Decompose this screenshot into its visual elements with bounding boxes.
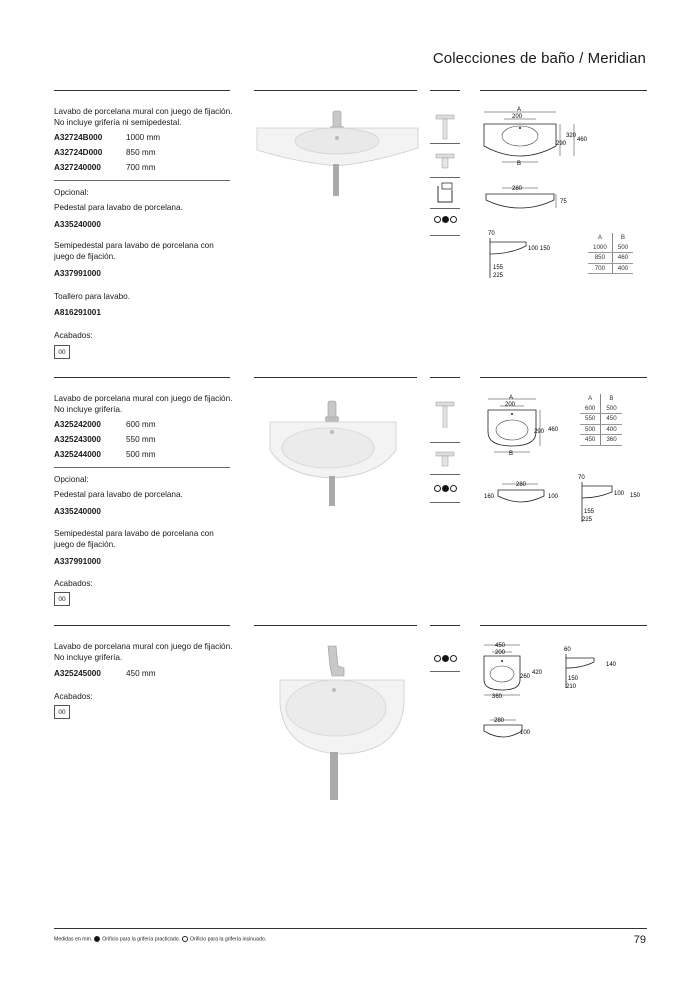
washbasin-photo <box>255 108 420 198</box>
dim-label: 70 <box>488 231 495 237</box>
top-view-drawing <box>480 392 570 462</box>
option-code: A337991000 <box>54 557 101 566</box>
side-view-drawing <box>560 642 632 692</box>
tap-hole-options <box>434 484 458 493</box>
product-size: 600 mm <box>126 420 156 429</box>
finishes-label: Acabados: <box>54 331 93 340</box>
divider <box>430 474 460 475</box>
code-row <box>54 669 156 678</box>
dim-label: 70 <box>578 475 585 481</box>
dim-label: 75 <box>560 199 567 205</box>
table-header: A <box>597 234 602 242</box>
dim-label: 100 <box>614 491 625 497</box>
table-header: B <box>612 233 633 243</box>
dimension-table <box>580 394 622 446</box>
table-cell: 450 <box>580 435 601 446</box>
product-description: Lavabo de porcelana mural con juego de fijación. No incluye grifería. <box>54 394 233 414</box>
top-view-drawing <box>480 104 600 172</box>
table-header: B <box>601 394 622 404</box>
product-description: Lavabo de porcelana mural con juego de fijación. No incluye grifería ni semipedestal. <box>54 107 233 127</box>
tap-hole-suggested-icon <box>434 655 441 662</box>
dim-label: 320 <box>566 133 577 139</box>
top-view-drawing <box>480 640 550 700</box>
section-rule <box>430 625 460 626</box>
section-rule <box>480 625 647 626</box>
table-row <box>588 263 633 274</box>
dim-label: 450 <box>495 643 506 649</box>
table-row <box>580 414 622 425</box>
option-text: Semipedestal para lavabo de porcelana con juego de fijación. <box>54 241 214 261</box>
section-rule <box>254 90 417 91</box>
dim-label: A <box>517 107 522 113</box>
tap-hole-drilled-icon <box>442 655 449 662</box>
dim-label: A <box>509 395 514 401</box>
dim-label: 200 <box>512 114 523 120</box>
tap-hole-suggested-icon <box>434 216 441 223</box>
divider <box>430 235 460 236</box>
towel-rail-icon <box>430 180 460 210</box>
front-view-drawing <box>480 713 550 743</box>
table-cell: 1000 <box>588 243 612 253</box>
divider <box>54 180 230 181</box>
dim-label: 150 <box>568 676 579 682</box>
dim-label: 100 <box>520 730 531 736</box>
dim-label: 200 <box>495 650 506 656</box>
option-text: Pedestal para lavabo de porcelana. <box>54 203 183 212</box>
dim-label: 150 <box>630 493 641 499</box>
dim-label: 280 <box>494 718 505 724</box>
product-size: 1000 mm <box>126 133 161 142</box>
table-cell: 500 <box>601 404 622 414</box>
table-cell: 400 <box>601 424 622 435</box>
option-text: Toallero para lavabo. <box>54 292 131 301</box>
dimension-table <box>588 233 633 274</box>
table-row <box>588 253 633 264</box>
divider <box>54 467 230 468</box>
product-size: 700 mm <box>126 163 156 172</box>
dim-label: 155 <box>493 265 504 271</box>
dim-label: 290 <box>534 429 545 435</box>
product-code: A325243000 <box>54 435 101 444</box>
code-row <box>54 435 156 444</box>
tap-hole-suggested-icon <box>450 216 457 223</box>
dim-label: B <box>509 451 514 457</box>
code-row <box>54 163 156 172</box>
section-rule <box>54 377 230 378</box>
divider <box>430 177 460 178</box>
tap-hole-drilled-icon <box>442 216 449 223</box>
tap-hole-suggested-icon <box>450 485 457 492</box>
washbasin-photo <box>268 398 398 508</box>
finishes-label: Acabados: <box>54 692 93 701</box>
dim-label: 100 <box>548 494 559 500</box>
dim-label: 225 <box>493 273 504 279</box>
option-code: A335240000 <box>54 220 101 229</box>
dim-label: 155 <box>584 509 595 515</box>
dim-label: B <box>517 161 522 167</box>
dim-label: 420 <box>532 670 543 676</box>
product-description: Lavabo de porcelana mural con juego de fijación. No incluye grifería. <box>54 642 233 662</box>
section-rule <box>54 90 230 91</box>
option-text: Pedestal para lavabo de porcelana. <box>54 490 183 499</box>
section-rule <box>254 377 417 378</box>
drilled-hole-icon <box>94 936 100 942</box>
tap-hole-options <box>434 654 458 663</box>
footer-note-drilled: Orificio para la grifería practicado. <box>102 936 181 943</box>
pedestal-thumbnail <box>430 398 460 428</box>
product-size: 450 mm <box>126 669 156 678</box>
semipedestal-thumbnail <box>430 446 460 476</box>
finish-swatch: 00 <box>54 705 70 719</box>
code-row <box>54 148 156 157</box>
table-row <box>588 243 633 253</box>
table-cell: 700 <box>588 263 612 274</box>
code-row <box>54 450 156 459</box>
section-rule <box>254 625 417 626</box>
dim-label: 225 <box>582 517 593 523</box>
table-header: A <box>588 395 593 403</box>
footer-rule <box>54 928 647 929</box>
option-text: Semipedestal para lavabo de porcelana con juego de fijación. <box>54 529 214 549</box>
section-rule <box>54 625 230 626</box>
page-title: Colecciones de baño / Meridian <box>432 50 646 67</box>
dim-label: 60 <box>564 647 571 653</box>
product-code: A325244000 <box>54 450 101 459</box>
dim-label: 280 <box>512 186 523 192</box>
code-row <box>54 420 156 429</box>
footer-note <box>54 936 266 942</box>
product-code: A32724D000 <box>54 148 103 157</box>
section-rule <box>430 377 460 378</box>
front-view-drawing <box>480 182 590 212</box>
dim-label: 160 <box>484 494 495 500</box>
code-row <box>54 133 160 142</box>
side-view-drawing <box>480 228 560 282</box>
dim-label: 140 <box>606 662 617 668</box>
dim-label: 280 <box>516 482 527 488</box>
table-row <box>580 404 622 414</box>
table-cell: 400 <box>612 263 633 274</box>
suggested-hole-icon <box>182 936 188 942</box>
product-code: A325245000 <box>54 669 101 678</box>
table-cell: 460 <box>612 253 633 264</box>
product-size: 850 mm <box>126 148 156 157</box>
table-cell: 500 <box>580 424 601 435</box>
divider <box>430 442 460 443</box>
divider <box>430 671 460 672</box>
dim-label: 150 <box>540 246 551 252</box>
footer-note-suggested: Orificio para la grifería insinuado. <box>190 936 267 943</box>
optional-label: Opcional: <box>54 475 89 484</box>
tap-hole-options <box>434 215 458 224</box>
front-view-drawing <box>480 476 570 512</box>
product-code: A327240000 <box>54 163 101 172</box>
footer-note-units: Medidas en mm. <box>54 936 93 943</box>
product-code: A32724B000 <box>54 133 103 142</box>
divider <box>430 208 460 209</box>
table-cell: 360 <box>601 435 622 446</box>
pedestal-thumbnail <box>430 112 460 142</box>
table-row <box>580 424 622 435</box>
tap-hole-drilled-icon <box>442 485 449 492</box>
finish-swatch: 00 <box>54 592 70 606</box>
table-cell: 600 <box>580 404 601 414</box>
product-size: 550 mm <box>126 435 156 444</box>
divider <box>430 502 460 503</box>
washbasin-photo <box>278 642 408 802</box>
dim-label: 360 <box>492 694 503 700</box>
side-view-drawing <box>576 470 648 526</box>
semipedestal-thumbnail <box>430 148 460 178</box>
option-code: A335240000 <box>54 507 101 516</box>
table-row <box>580 435 622 446</box>
option-code: A337991000 <box>54 269 101 278</box>
dim-label: 460 <box>577 137 588 143</box>
finish-swatch: 00 <box>54 345 70 359</box>
option-code: A816291001 <box>54 308 101 317</box>
section-rule <box>480 90 647 91</box>
page-number: 79 <box>633 934 646 946</box>
dim-label: 210 <box>566 684 577 690</box>
table-cell: 550 <box>580 414 601 425</box>
optional-label: Opcional: <box>54 188 89 197</box>
divider <box>430 143 460 144</box>
section-rule <box>430 90 460 91</box>
table-cell: 450 <box>601 414 622 425</box>
tap-hole-suggested-icon <box>450 655 457 662</box>
dim-label: 290 <box>556 141 567 147</box>
dim-label: 460 <box>548 427 559 433</box>
dim-label: 260 <box>520 674 531 680</box>
table-cell: 500 <box>612 243 633 253</box>
dim-label: 200 <box>505 402 516 408</box>
product-code: A325242000 <box>54 420 101 429</box>
product-size: 500 mm <box>126 450 156 459</box>
finishes-label: Acabados: <box>54 579 93 588</box>
dim-label: 100 <box>528 246 539 252</box>
section-rule <box>480 377 647 378</box>
table-cell: 850 <box>588 253 612 264</box>
tap-hole-suggested-icon <box>434 485 441 492</box>
